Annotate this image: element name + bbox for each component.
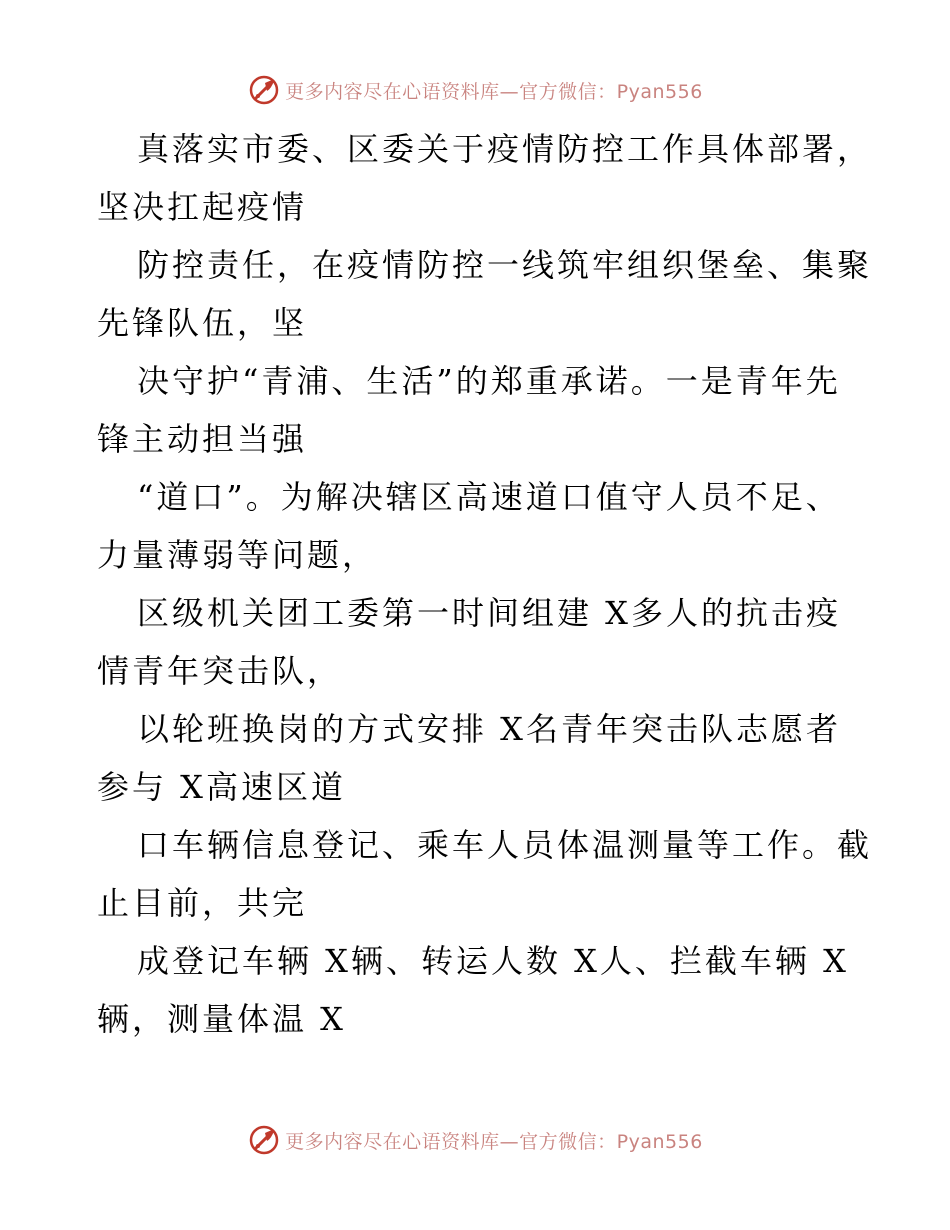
paragraph-first-line: 区级机关团工委第一时间组建 X多人的抗击疫: [137, 594, 841, 632]
paragraph-continuation: 情青年突击队，: [97, 652, 343, 690]
paragraph-first-line: “道口”。为解决辖区高速道口值守人员不足、: [137, 478, 841, 516]
paragraph-continuation: 力量薄弱等问题，: [97, 536, 378, 574]
paragraph-continuation: 先锋队伍，坚: [97, 304, 308, 342]
paragraph-first-line: 真落实市委、区委关于疫情防控工作具体部署，: [137, 130, 873, 168]
paragraph-continuation: 止目前，共完: [97, 884, 308, 922]
watermark-text: 更多内容尽在心语资料库—官方微信：Pyan556: [285, 1130, 703, 1153]
paragraph: [97, 236, 873, 352]
paragraph-first-line: 防控责任，在疫情防控一线筑牢组织堡垒、集聚: [137, 246, 873, 284]
paragraph-continuation: 辆，测量体温 X: [97, 1000, 346, 1038]
paragraph: [97, 584, 867, 700]
header-watermark: [0, 70, 950, 110]
watermark-text: 更多内容尽在心语资料库—官方微信：Pyan556: [285, 80, 703, 103]
paragraph-first-line: 口车辆信息登记、乘车人员体温测量等工作。截: [137, 826, 873, 864]
paragraph: [97, 468, 867, 584]
quill-logo-icon: [247, 1123, 281, 1157]
paragraph: [97, 700, 867, 816]
paragraph: [97, 120, 873, 236]
paragraph-first-line: 以轮班换岗的方式安排 X名青年突击队志愿者: [137, 710, 841, 748]
paragraph: [97, 352, 867, 468]
quill-logo-icon: [247, 73, 281, 107]
footer-watermark: [0, 1120, 950, 1160]
paragraph-first-line: 成登记车辆 X辆、转运人数 X人、拦截车辆 X: [137, 942, 849, 980]
paragraph: [97, 932, 867, 1048]
document-body: [97, 120, 873, 1048]
paragraph-continuation: 参与 X高速区道: [97, 768, 346, 806]
paragraph-continuation: 锋主动担当强: [97, 420, 308, 458]
paragraph-continuation: 坚决扛起疫情: [97, 188, 308, 226]
paragraph-first-line: 决守护“青浦、生活”的郑重承诺。一是青年先: [137, 362, 841, 400]
paragraph: [97, 816, 873, 932]
